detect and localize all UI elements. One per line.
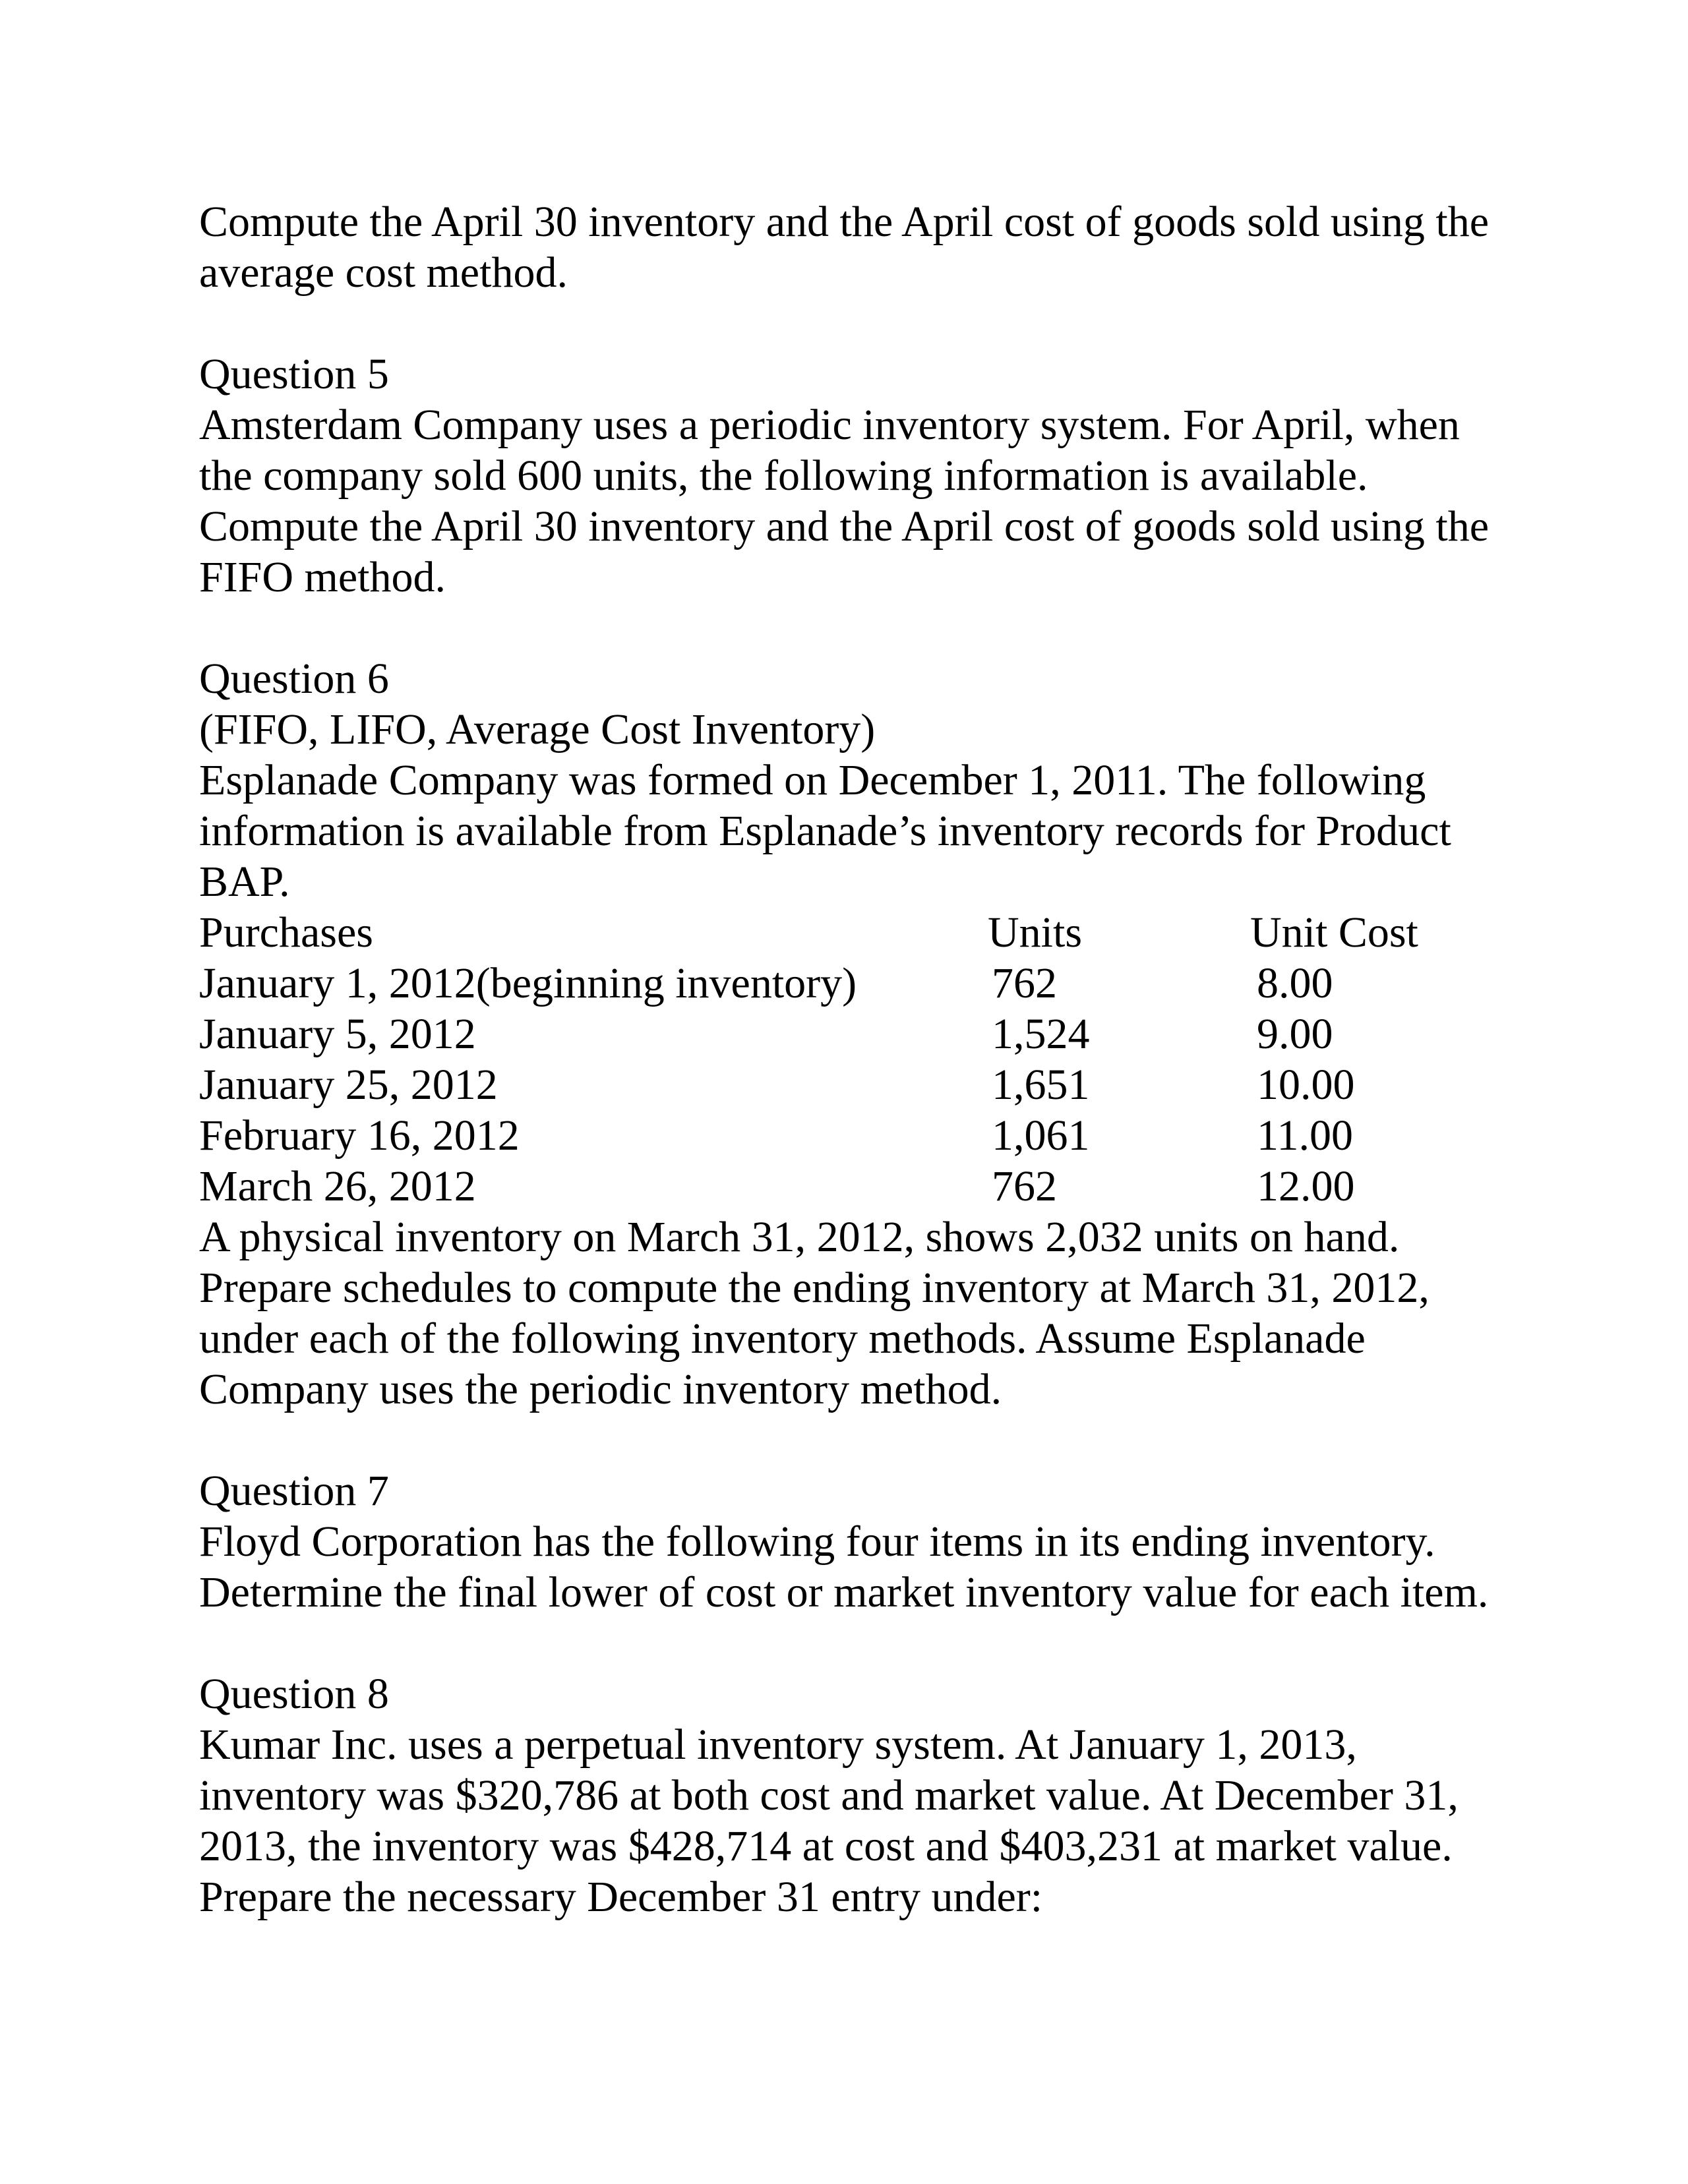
purchase-date: January 25, 2012 (199, 1061, 498, 1109)
unit-cost-value: 12.00 (1257, 1162, 1355, 1210)
purchase-date: January 5, 2012 (199, 1010, 476, 1058)
units-value: 762 (992, 1162, 1057, 1210)
spacer (199, 1618, 1518, 1668)
units-value: 1,651 (992, 1061, 1090, 1109)
question-7-body: Floyd Corporation has the following four items in its ending inventory. Determine the final lower of cost or market inventory value for each item. (199, 1518, 1489, 1616)
unit-cost-value: 9.00 (1257, 1010, 1333, 1058)
table-row (199, 1110, 1518, 1161)
question-5-body: Amsterdam Company uses a periodic inventory system. For April, when the company sold 600 units, the following information is available. Compute the April 30 inventory and the April cost of goods sold using the FIFO method. (199, 401, 1489, 601)
question-8-body: Kumar Inc. uses a perpetual inventory system. At January 1, 2013, inventory was $320,786 at both cost and market value. At December 31, 2013, the inventory was $428,714 at cost and $403,231 at market value. Prepare the necessary December 31 entry under: (199, 1721, 1459, 1921)
table-row (199, 1161, 1518, 1212)
question-6-heading: Question 6 (199, 655, 389, 703)
spacer (199, 603, 1518, 653)
question-6-instructions: A physical inventory on March 31, 2012, shows 2,032 units on hand. Prepare schedules to compute the ending inventory at March 31, 2012, under each of the following inventory methods. Assume Esplanade Company uses the periodic inventory method. (199, 1213, 1430, 1413)
intro-text: Compute the April 30 inventory and the April cost of goods sold using the average cost method. (199, 198, 1489, 297)
table-header-row (199, 907, 1518, 958)
question-6-subtitle: (FIFO, LIFO, Average Cost Inventory) (199, 705, 876, 753)
unit-cost-value: 8.00 (1257, 959, 1333, 1007)
spacer (199, 1415, 1518, 1465)
units-value: 1,061 (992, 1111, 1090, 1160)
table-row (199, 1009, 1518, 1059)
unit-cost-value: 11.00 (1257, 1111, 1354, 1160)
question-6-body: Esplanade Company was formed on December 1, 2011. The following information is available from Esplanade’s inventory records for Product BAP. (199, 756, 1451, 906)
table-row (199, 1059, 1518, 1110)
question-5-heading: Question 5 (199, 350, 389, 398)
units-value: 1,524 (992, 1010, 1090, 1058)
purchase-date: March 26, 2012 (199, 1162, 476, 1210)
header-purchases: Purchases (199, 908, 373, 957)
document-page (199, 196, 1518, 1922)
purchase-date: February 16, 2012 (199, 1111, 520, 1160)
spacer (199, 298, 1518, 349)
question-8-heading: Question 8 (199, 1670, 389, 1718)
purchase-date: January 1, 2012(beginning inventory) (199, 959, 857, 1007)
header-units: Units (988, 908, 1083, 957)
units-value: 762 (992, 959, 1057, 1007)
purchases-table (199, 907, 1518, 1212)
table-row (199, 958, 1518, 1009)
question-7-heading: Question 7 (199, 1467, 389, 1515)
header-unit-cost: Unit Cost (1250, 908, 1418, 957)
unit-cost-value: 10.00 (1257, 1061, 1355, 1109)
